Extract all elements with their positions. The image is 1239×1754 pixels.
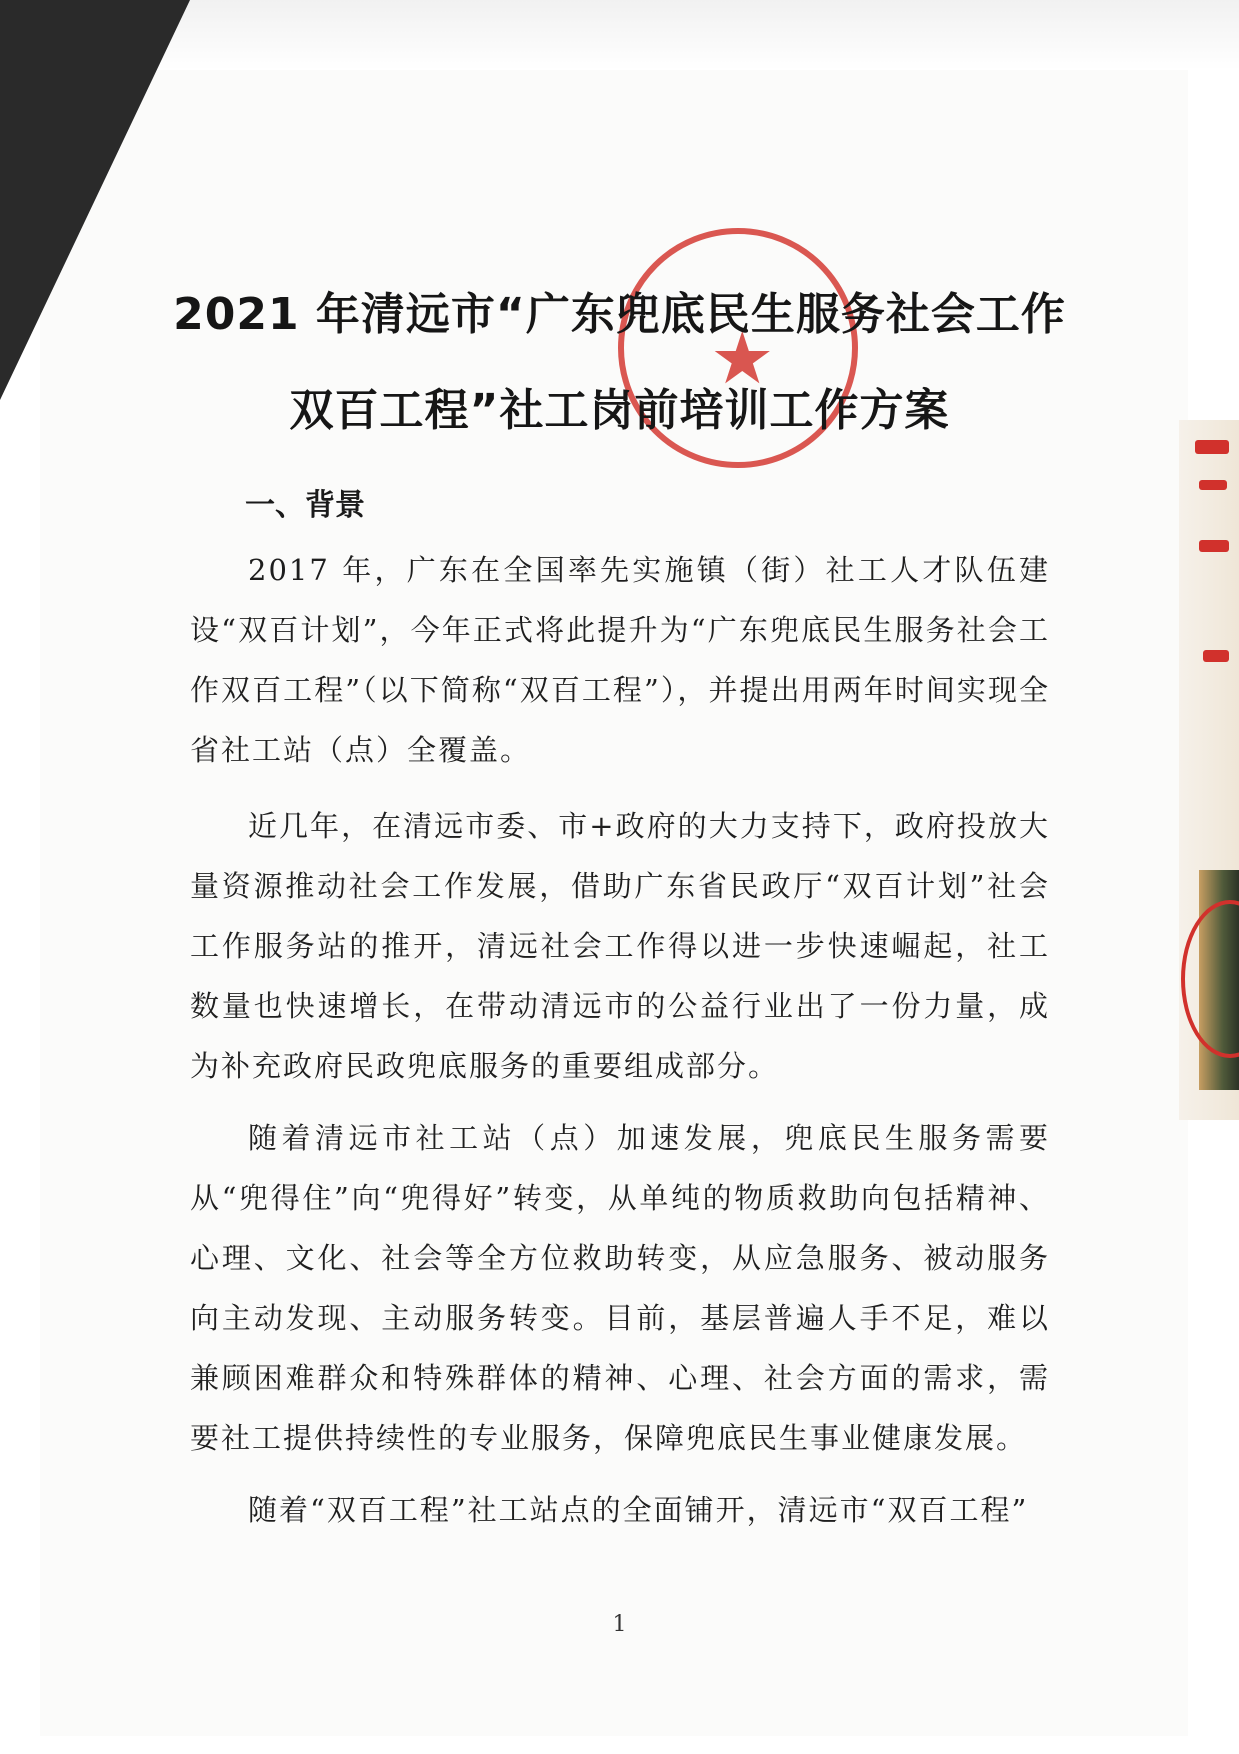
seal-star-icon: ★ — [710, 316, 775, 400]
document-title-line-1: 2021 年清远市“广东兜底民生服务社会工作 — [173, 289, 1066, 340]
underlying-seal-fragment — [1199, 540, 1229, 552]
underlying-seal-fragment — [1199, 480, 1227, 490]
paragraph-4: 随着“双百工程”社工站点的全面铺开，清远市“双百工程” — [248, 1493, 1029, 1527]
underlying-seal-fragment — [1195, 440, 1229, 454]
section-heading-background: 一、背景 — [245, 488, 365, 523]
underlying-seal-fragment — [1203, 650, 1229, 662]
paragraph-2: 近几年，在清远市委、市+政府的大力支持下，政府投放大量资源推动社会工作发展，借助广东省民政厅“双百计划”社会工作服务站的推开，清远社会工作得以进一步快速崛起，社工数量也快速增长，在带动清远市的公益行业出了一份力量，成为补充政府民政兜底服务的重要组成部分。 — [190, 809, 1050, 1083]
document-title-line-2: 双百工程”社工岗前培训工作方案 — [289, 385, 950, 436]
page-number: 1 — [612, 1612, 627, 1637]
paragraph-1: 2017 年，广东在全国率先实施镇（街）社工人才队伍建设“双百计划”，今年正式将此提升为“广东兜底民生服务社会工作双百工程”（以下简称“双百工程”），并提出用两年时间实现全省社工站（点）全覆盖。 — [190, 553, 1050, 767]
paragraph-3: 随着清远市社工站（点）加速发展，兜底民生服务需要从“兜得住”向“兜得好”转变，从单纯的物质救助向包括精神、心理、文化、社会等全方位救助转变，从应急服务、被动服务向主动发现、主动服务转变。目前，基层普遍人手不足，难以兼顾困难群众和特殊群体的精神、心理、社会方面的需求，需要社工提供持续性的专业服务，保障兜底民生事业健康发展。 — [190, 1121, 1050, 1455]
